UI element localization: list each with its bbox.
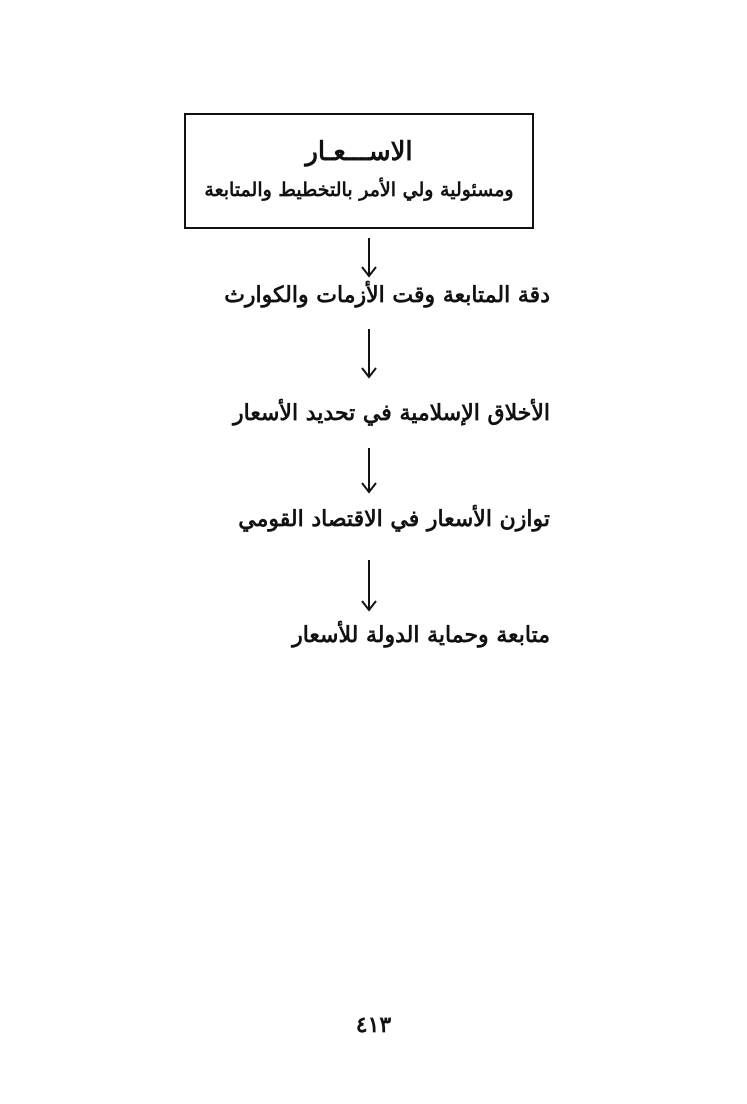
title-box (184, 113, 534, 229)
diagram-title: الاســـعـار (305, 137, 413, 167)
page-number: ٤١٣ (355, 1012, 392, 1038)
down-arrow-icon (361, 329, 377, 379)
flow-step-4: متابعة وحماية الدولة للأسعار (292, 622, 550, 648)
flow-step-2: الأخلاق الإسلامية في تحديد الأسعار (233, 400, 550, 426)
down-arrow-icon (361, 238, 377, 278)
flow-step-1: دقة المتابعة وقت الأزمات والكوارث (224, 282, 550, 308)
down-arrow-icon (361, 560, 377, 612)
flow-step-3: توازن الأسعار في الاقتصاد القومي (238, 506, 550, 532)
diagram-subtitle: ومسئولية ولي الأمر بالتخطيط والمتابعة (204, 179, 514, 201)
down-arrow-icon (361, 448, 377, 494)
